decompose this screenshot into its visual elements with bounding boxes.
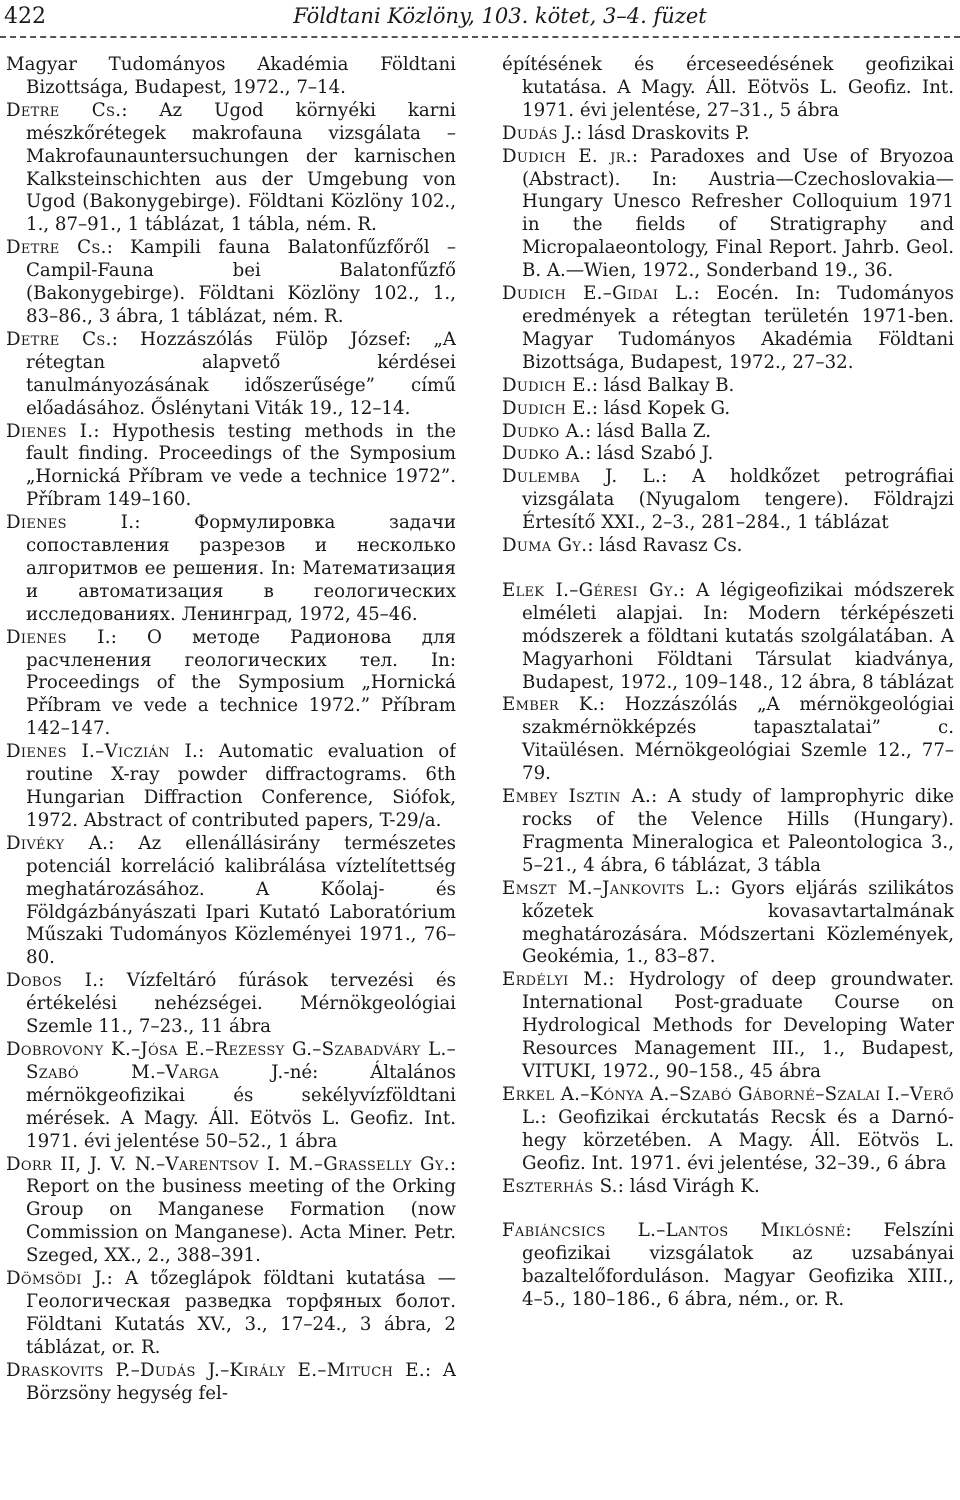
entry-text: : lásd Szabó J.	[585, 443, 714, 465]
entry-text: : A holdkőzet petrográfiai vizsgálata (Nyugalom tengere). Földrajzi Értesítő XXI., 2–3., 281–284., 1 táblázat	[522, 466, 954, 534]
entry-author: Dulemba J. L.	[502, 466, 662, 488]
entry-author: Embey Isztin A.	[502, 786, 652, 808]
bibliography-entry	[502, 123, 954, 146]
entry-author: Dudich E. jr.	[502, 145, 632, 167]
entry-author: Erdélyi M.	[502, 969, 609, 991]
bibliography-entry	[502, 398, 954, 421]
entry-author: Dudich E.–Gidai L.	[502, 283, 694, 305]
bibliography-entry	[6, 1268, 456, 1360]
entry-text: -né: Általános mérnökgeofizikai és sekélyvízföldtani mérések. A Magy. Áll. Eötvös L. Geofiz. Int. 1971. évi jelentése 50–52., 1 ábra	[26, 1061, 456, 1152]
entry-author: Dudko A.	[502, 443, 586, 465]
entry-text: : Report on the business meeting of the Orking Group on Manganese Formation (now Commission on Manganese). Acta Miner. Petr. Szeged, XX., 2., 388–391.	[26, 1153, 456, 1267]
bibliography-entry	[502, 375, 954, 398]
bibliography-entry	[6, 833, 456, 970]
entry-text: : Geofizikai érckutatás Recsk és a Darnó-hegy körzetében. A Magy. Áll. Eötvös L. Geofiz. Int. 1971. évi jelentése, 32–39., 6 ábra	[522, 1106, 954, 1174]
bibliography-entry	[6, 329, 456, 421]
bibliography-entry	[6, 970, 456, 1039]
bibliography-entry	[502, 466, 954, 535]
bibliography-entry	[6, 627, 456, 742]
entry-author: Detre Cs.	[6, 99, 122, 121]
bibliography-entry	[6, 512, 456, 627]
header-rule	[0, 36, 960, 39]
bibliography-entry	[502, 1084, 954, 1176]
bibliography-entry	[6, 54, 456, 100]
bibliography-entry	[502, 1220, 954, 1312]
entry-author: Divéky A.	[6, 832, 109, 854]
running-title: Földtani Közlöny, 103. kötet, 3–4. füzet	[293, 4, 707, 28]
entry-text: : lásd Balla Z.	[585, 420, 711, 442]
entry-text: Magyar Tudományos Akadémia Földtani Bizottsága, Budapest, 1972., 7–14.	[6, 54, 456, 98]
right-column	[502, 54, 954, 1494]
entry-author: Dudich E.	[502, 397, 592, 419]
page-number: 422	[4, 4, 46, 29]
bibliography-entry	[502, 54, 954, 123]
entry-text: : Az Ugod környéki karni mészkőrétegek makrofauna vizsgálata – Makrofaunauntersuchungen der karnischen Kalksteinschichten aus der Umgebung von Ugod (Bakonygebirge). Földtani Közlöny 102., 1., 87–91., 1 táblázat, 1 tábla, ném. R.	[26, 99, 456, 236]
entry-text: : A Börzsöny hegység fel-	[26, 1359, 456, 1404]
entry-text: : Paradoxes and Use of Bryozoa (Abstract). In: Austria—Czechoslovakia—Hungary Unesco Refresher Colloquium 1971 in the fields of Stratigraphy and Micropalaeontology, Final Report. Jahrb. Geol. B. A.—Wien, 1972., Sonderband 19., 36.	[522, 145, 954, 282]
entry-text: : lásd Virágh K.	[617, 1175, 760, 1197]
entry-text: : A tőzeglápok földtani kutatása — Геологическая разведка торфяных болот. Földtani Kutatás XV., 3., 17–24., 3 ábra, 2 táblázat, or. R.	[26, 1268, 456, 1358]
entry-author: Dienes I.	[6, 420, 94, 442]
entry-text: : Gyors eljárás szilikátos kőzetek kovasavtartalmának meghatározására. Módszertani Közlemények, Geokémia, 1., 83–87.	[522, 877, 954, 968]
entry-author: Dömsödi J.	[6, 1268, 107, 1290]
bibliography-entry	[6, 237, 456, 329]
bibliography-entry	[6, 1039, 456, 1154]
bibliography-entry	[6, 421, 456, 513]
bibliography-entry	[6, 1360, 456, 1406]
entry-text: : О методе Радионова для расчленения геологических тел. In: Proceedings of the Symposium „Hornická Příbram ve vede a technice 1972.” Příbram 142–147.	[26, 626, 456, 740]
left-column	[6, 54, 456, 1494]
entry-author: Eszterhás S.	[502, 1175, 618, 1197]
entry-author: Fabiáncsics L.–Lantos Miklósné	[502, 1220, 846, 1242]
entry-author: Dienes I.	[6, 512, 135, 534]
entry-text: : Automatic evaluation of routine X-ray powder diffractograms. 6th Hungarian Diffraction Conference, Siófok, 1972. Abstract of contributed papers, T-29/a.	[26, 741, 456, 831]
entry-author: Dienes I.	[6, 626, 111, 648]
entry-text: : A study of lamprophyric dike rocks of the Velence Hills (Hungary). Fragmenta Mineralogica et Paleontologica 3., 5–21., 4 ábra, 6 táblázat, 3 tábla	[522, 786, 954, 876]
entry-author: Ember K.	[502, 694, 599, 716]
entry-text: : Формулировка задачи сопоставления разрезов и несколько алгоритмов ее решения. In: Математизация и автоматизация в геологических исследованиях. Ленинград, 1972, 45–46.	[26, 512, 456, 625]
entry-text: : Hypothesis testing methods in the fault finding. Proceedings of the Symposium „Hornická Příbram ve vede a technice 1972”. Příbram 149–160.	[26, 420, 456, 511]
entry-text: : lásd Kopek G.	[591, 397, 731, 419]
bibliography-entry	[502, 283, 954, 375]
entry-text: : Eocén. In: Tudományos eredmények a rétegtan területén 1971-ben. Magyar Tudományos Akadémia Földtani Bizottsága, Budapest, 1972., 27–32.	[522, 283, 954, 373]
entry-author: Detre Cs.	[6, 237, 107, 259]
entry-author: Emszt M.–Jankovits L.	[502, 877, 715, 899]
bibliography-entry	[502, 535, 954, 558]
entry-author: Dudich E.	[502, 374, 592, 396]
entry-text: : Vízfeltáró fúrások tervezési és értékelési nehézségei. Mérnökgeológiai Szemle 11., 7–23., 11 ábra	[26, 970, 456, 1038]
entry-author: Dorr II, J. V. N.–Varentsov I. M.–Grasselly Gy.	[6, 1153, 450, 1175]
entry-author: Dudko A.	[502, 420, 586, 442]
entry-text: : Hozzászólás „A mérnökgeológiai szakmérnökképzés tapasztalatai” c. Vitaülésen. Mérnökgeológiai Szemle 12., 77–79.	[522, 694, 954, 785]
entry-author: Dudás J.	[502, 122, 577, 144]
bibliography-entry	[6, 1154, 456, 1269]
bibliography-entry	[502, 1176, 954, 1199]
entry-text: : Hozzászólás Fülöp József: „A rétegtan alapvető kérdései tanulmányozásának időszerűsége” című előadásához. Őslénytani Viták 19., 12–14.	[26, 328, 456, 419]
entry-author: Draskovits P.–Dudás J.–Király E.–Mituch E.	[6, 1359, 425, 1381]
entry-author: Dienes I.–Viczián I.	[6, 741, 199, 763]
entry-text: : lásd Balkay B.	[591, 374, 735, 396]
bibliography-entry	[502, 421, 954, 444]
entry-author: Dobos I.	[6, 970, 99, 992]
entry-text: : Kampili fauna Balatonfűzfőről – Campil-Fauna bei Balatonfűzfő (Bakonygebirge). Földtani Közlöny 102., 1., 83–86., 3 ábra, 1 táblázat, ném. R.	[26, 237, 456, 327]
bibliography-entry	[502, 878, 954, 970]
entry-author: Erkel A.–Kónya A.–Szabó Gáborné–Szalai I.–Verő L.	[502, 1083, 954, 1128]
bibliography-entry	[502, 146, 954, 283]
entry-author: Duma Gy.	[502, 535, 588, 557]
entry-text: : Hydrology of deep groundwater. International Post-graduate Course on Hydrological Methods for Developing Water Resources Management III., 1., Budapest, VITUKI, 1972., 90–158., 45 ábra	[522, 969, 954, 1082]
entry-author: Elek I.–Géresi Gy.	[502, 579, 679, 601]
entry-text: : Az ellenállásirány természetes potenciál korreláció kalibrálása víztelítettség meghatározásához. A Kőolaj- és Földgázbányászati Ipari Kutató Laboratórium Műszaki Tudományos Közleményei 1971., 76–80.	[26, 832, 456, 969]
entry-author: Dobrovony K.–Jósa E.–Rezessy G.–Szabadváry L.–Szabó M.–Varga J.	[6, 1038, 456, 1083]
page-header	[0, 0, 960, 40]
bibliography-entry	[502, 969, 954, 1084]
entry-text: : A légigeofizikai módszerek elméleti alapjai. In: Modern térképészeti módszerek a földtani kutatás szolgálatában. A Magyarhoni Földtani Társulat kiadványa, Budapest, 1972., 109–148., 12 ábra, 8 táblázat	[522, 579, 954, 693]
bibliography-entry	[6, 741, 456, 833]
bibliography-entry	[502, 443, 954, 466]
entry-author: Detre Cs.	[6, 328, 112, 350]
entry-text: : Felszíni geofizikai vizsgálatok az uzsabányai bazaltelőforduláson. Magyar Geofizika XIII., 4–5., 180–186., 6 ábra, ném., or. R.	[522, 1220, 954, 1311]
bibliography-entry	[502, 694, 954, 786]
bibliography-entry	[502, 580, 954, 695]
entry-text: : lásd Draskovits P.	[576, 122, 750, 144]
bibliography-entry	[502, 786, 954, 878]
bibliography-entry	[6, 100, 456, 237]
entry-text: : lásd Ravasz Cs.	[587, 535, 743, 557]
entry-text: építésének és érceseedésének geofizikai kutatása. A Magy. Áll. Eötvös L. Geofiz. Int. 1971. évi jelentése, 27–31., 5 ábra	[502, 54, 954, 121]
